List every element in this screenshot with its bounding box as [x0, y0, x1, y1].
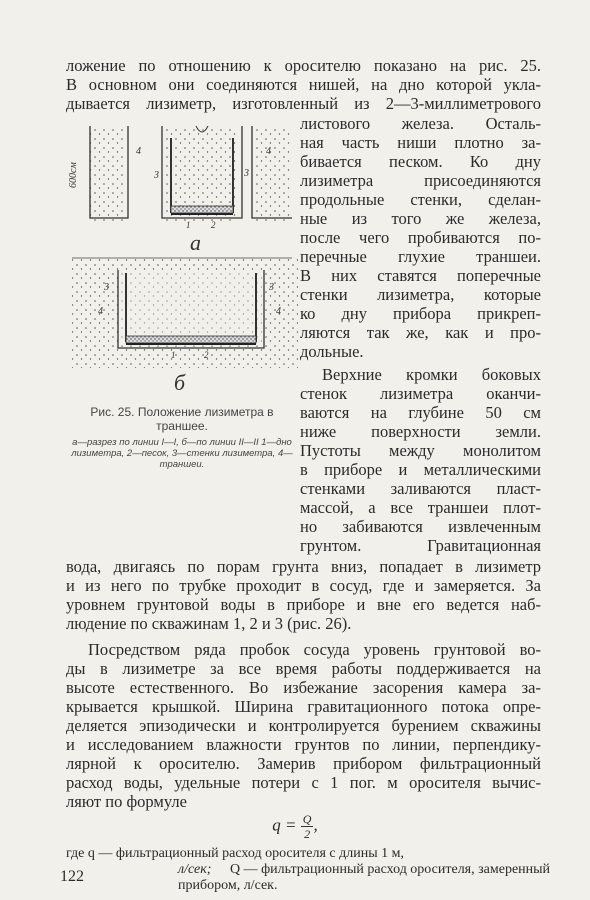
text-line: массой, а все траншеи плот-	[300, 498, 541, 517]
mark: 4	[266, 146, 271, 157]
mark: 3	[269, 282, 274, 293]
text-line: стенок лизиметра оканчи-	[300, 384, 541, 403]
figure-legend: а—разрез по линии I—I, б—по линии II—II 1—дно лизиметра, 2—песок, 3—стенки лизиметра, 4—траншеи.	[71, 437, 293, 470]
text-line: дольные.	[300, 342, 364, 361]
text-line: людение по скважинам 1, 2 и 3 (рис. 26).	[66, 614, 352, 633]
text-line: стенки лизиметра, которые	[300, 285, 541, 304]
text-line: лярной к оросителю. Замерив прибором фильтрационный	[66, 754, 541, 773]
mark: 3	[104, 282, 109, 293]
text-line: после чего пробиваются по-	[300, 228, 541, 247]
mark: 4	[276, 306, 281, 317]
depth-label: 600см	[68, 162, 79, 188]
figure-25	[66, 118, 298, 408]
text-line: но забиваются извлеченным	[300, 517, 541, 536]
mark: 2	[211, 220, 216, 230]
mark: 3	[154, 170, 159, 181]
text-line: В основном они соединяются нишей, на дно которой укла-	[66, 75, 541, 94]
text-line: деляется эпизодически и контролируется бурением скважины	[66, 716, 541, 735]
text-line: и из него по трубке проходит в сосуд, где и замеряется. За	[66, 576, 541, 595]
formula-denominator: 2	[304, 827, 311, 841]
page-number: 122	[60, 868, 84, 885]
text-line: ды в лизиметре за все время работы поддерживается на	[66, 659, 541, 678]
text-line: продольные стенки, сделан-	[300, 190, 541, 209]
text-line: высоте естественного. Во избежание засорения камера за-	[66, 678, 541, 697]
mark: 2	[204, 350, 209, 360]
text-line: ко дну прибора прикреп-	[300, 304, 541, 323]
text-line: уровнем грунтовой воды в приборе и вне его ведется наб-	[66, 595, 541, 614]
diagram-a	[68, 126, 292, 255]
text-line: расход воды, удельные потери с 1 пог. м оросителя вычис-	[66, 773, 541, 792]
label-a: а	[190, 230, 201, 255]
formula	[0, 812, 590, 841]
definition-q-unit: л/сек;	[178, 862, 212, 877]
text-line: стенками заливаются пласт-	[300, 479, 541, 498]
mark: 1	[186, 220, 191, 230]
text-line: и исследованием влажности грунтов по линии, перпендику-	[66, 735, 541, 754]
text-line: ляют по формуле	[66, 792, 187, 811]
text-line: лизиметра присоединяются	[300, 171, 541, 190]
text-line: в приборе и металлическими	[300, 460, 541, 479]
mark: 4	[98, 306, 103, 317]
mark: 4	[136, 146, 141, 157]
text-line: грунтом. Гравитационная	[300, 536, 541, 555]
mark: 3	[244, 168, 249, 179]
text-line: дывается лизиметр, изготовленный из 2—3-миллиметрового	[66, 94, 541, 113]
text-line: ная часть ниши плотно за-	[300, 133, 541, 152]
text-line: ваются на глубине 50 см	[300, 403, 541, 422]
definition-Q: Q — фильтрационный расход оросителя, замеренный	[230, 862, 551, 877]
formula-numerator: Q	[302, 812, 312, 826]
text-line: листового железа. Осталь-	[300, 114, 541, 133]
text-line: вода, двигаясь по порам грунта вниз, попадает в лизиметр	[66, 557, 541, 576]
formula-fraction	[301, 812, 314, 841]
formula-tail: ,	[313, 815, 318, 835]
text-line: ниже поверхности земли.	[300, 422, 541, 441]
figure-caption: Рис. 25. Положение лизиметра в траншее.	[90, 405, 274, 433]
text-line: Пустоты между монолитом	[300, 441, 541, 460]
lysimeter-diagram	[66, 118, 298, 403]
label-b: б	[174, 370, 186, 395]
text-line: Посредством ряда пробок сосуда уровень грунтовой во-	[88, 640, 541, 659]
mark: 1	[171, 350, 176, 360]
diagram-b	[72, 258, 298, 395]
definition-q: где q — фильтрационный расход оросителя с длины 1 м,	[66, 846, 404, 861]
formula-lhs: q =	[272, 815, 297, 835]
text-line: бивается песком. Ко дну	[300, 152, 541, 171]
text-line: крывается крышкой. Ширина гравитационного потока опре-	[66, 697, 541, 716]
definition-Q-unit: прибором, л/сек.	[178, 878, 278, 893]
text-line: перечные глухие траншеи.	[300, 247, 541, 266]
text-line: ляются так же, как и про-	[300, 323, 541, 342]
text-line: В них ставятся поперечные	[300, 266, 541, 285]
text-line: ные из того же железа,	[300, 209, 541, 228]
text-line: ложение по отношению к оросителю показано на рис. 25.	[66, 56, 541, 75]
text-line: Верхние кромки боковых	[322, 365, 541, 384]
